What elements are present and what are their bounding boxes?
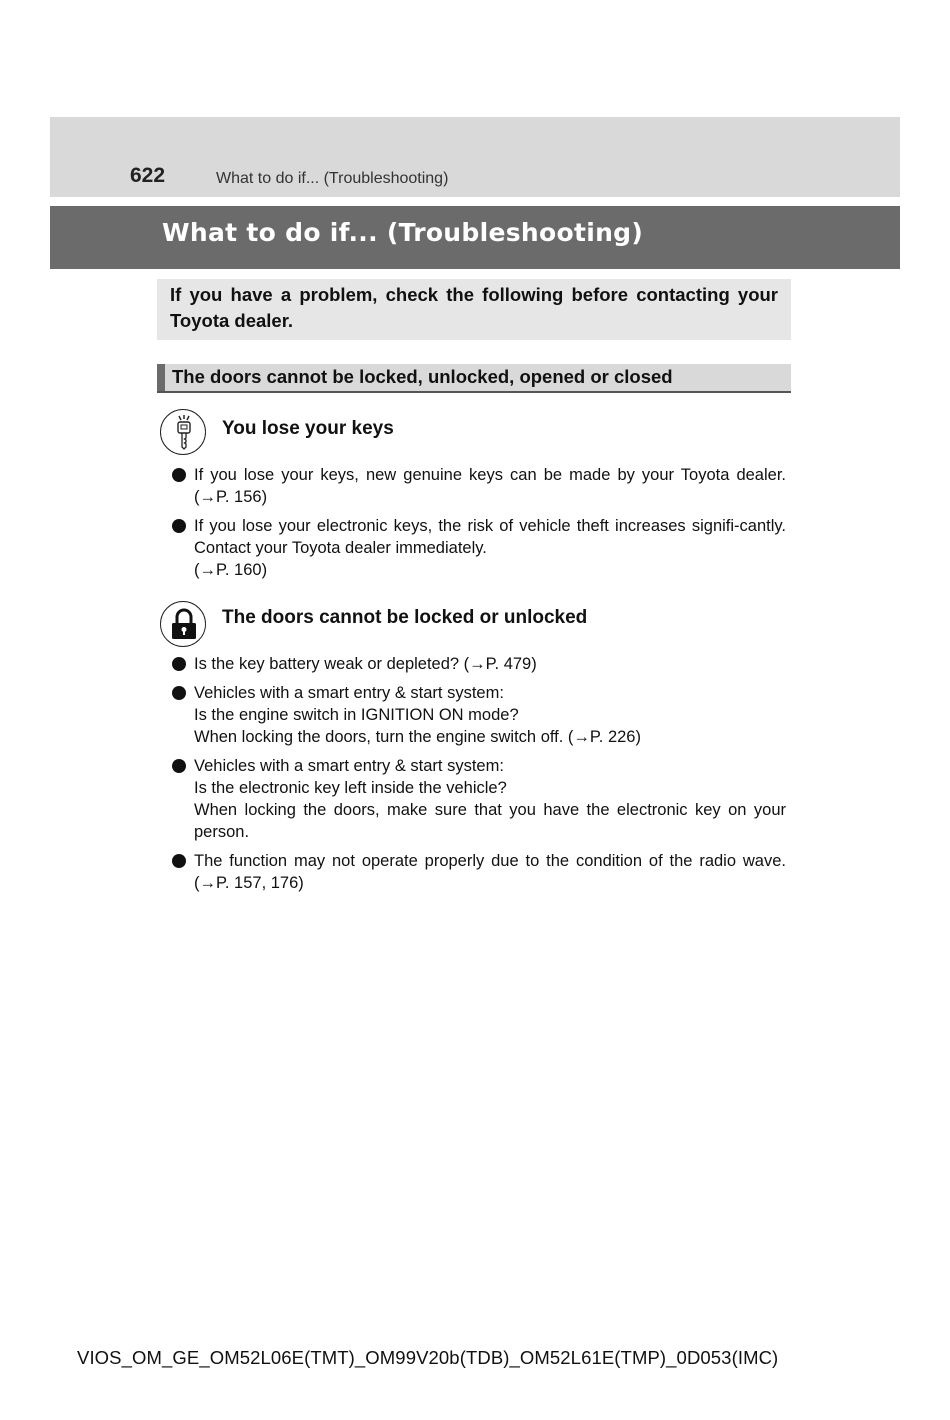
bullet-icon (172, 686, 186, 700)
title-bar (50, 206, 900, 269)
list-item-text: Is the key battery weak or depleted? (→P. 479) (194, 655, 537, 673)
page-number: 622 (130, 164, 166, 187)
list-item (172, 515, 786, 581)
intro-box: If you have a problem, check the following before contacting your Toyota dealer. (157, 279, 791, 340)
list-item-text: If you lose your keys, new genuine keys can be made by your Toyota dealer. (→P. 156) (194, 466, 786, 506)
bullet-icon (172, 519, 186, 533)
list-item-text: Vehicles with a smart entry & start system: Is the engine switch in IGNITION ON mode? When locking the doors, turn the engine switch off. (→P. 226) (194, 684, 641, 746)
page-title: What to do if... (Troubleshooting) (162, 218, 644, 247)
bullet-list (172, 653, 786, 901)
list-item-text: Vehicles with a smart entry & start system: Is the electronic key left inside the vehicle? When locking the doors, make sure that you have the electronic key on your person. (194, 757, 786, 841)
list-item (172, 653, 786, 675)
header-band (50, 117, 900, 197)
list-item-text: The function may not operate properly due to the condition of the radio wave. (→P. 157, 176) (194, 852, 786, 892)
list-item (172, 682, 786, 748)
bullet-list (172, 464, 786, 588)
footer-code: VIOS_OM_GE_OM52L06E(TMT)_OM99V20b(TDB)_OM52L61E(TMP)_0D053(IMC) (77, 1347, 779, 1368)
list-item-text: If you lose your electronic keys, the risk of vehicle theft increases signifi-cantly. Contact your Toyota dealer immediately. (→P. 160) (194, 517, 786, 579)
bullet-icon (172, 759, 186, 773)
subsection-title: You lose your keys (222, 418, 394, 439)
bullet-icon (172, 468, 186, 482)
bullet-icon (172, 854, 186, 868)
running-title: What to do if... (Troubleshooting) (216, 170, 449, 187)
section-marker (157, 364, 165, 391)
key-icon (160, 409, 206, 455)
list-item (172, 850, 786, 894)
padlock-icon (160, 601, 206, 647)
list-item (172, 755, 786, 843)
subsection-title: The doors cannot be locked or unlocked (222, 607, 588, 628)
bullet-icon (172, 657, 186, 671)
section-heading-text: The doors cannot be locked, unlocked, opened or closed (172, 366, 673, 387)
section-heading (157, 364, 791, 393)
list-item (172, 464, 786, 508)
